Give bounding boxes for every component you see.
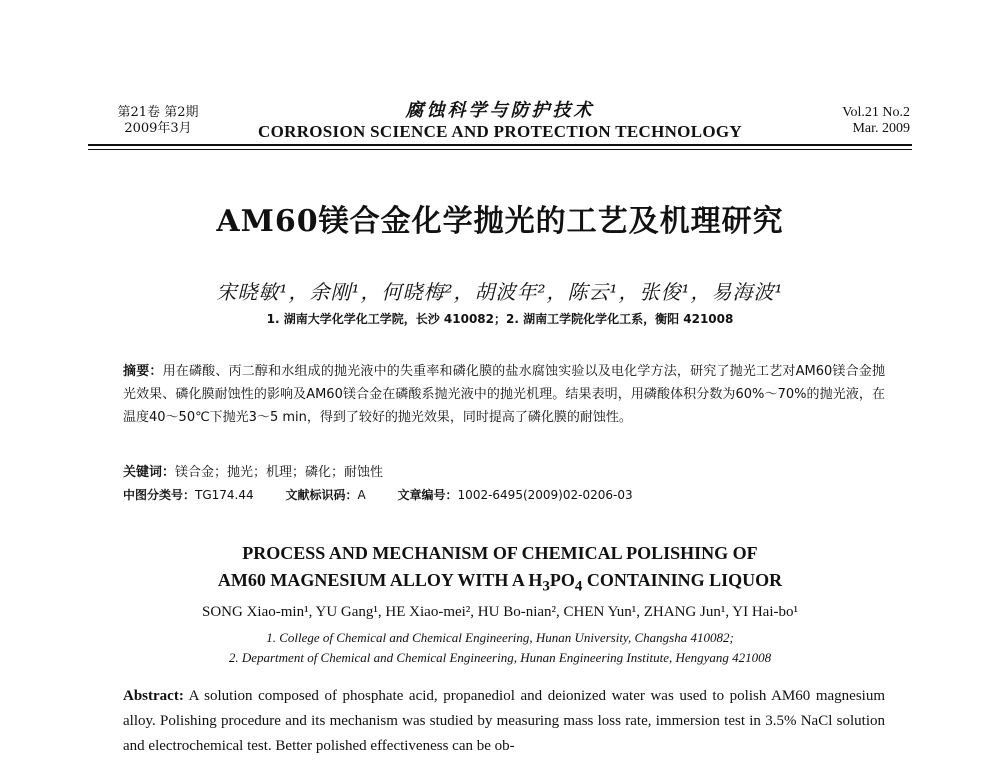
keywords-cn — [123, 461, 885, 480]
header-rule-thick — [88, 144, 912, 146]
journal-name-en: CORROSION SCIENCE AND PROTECTION TECHNOLOGY — [258, 122, 742, 141]
abstract-en-text: A solution composed of phosphate acid, propanediol and deionized water was used to polish AM60 magnesium alloy. Polishing procedure and its mechanism was studied by measuring mass loss rate, immersion test in 3.5% NaCl solution and electrochemical test. Better polished effectiveness can be ob- — [123, 688, 885, 754]
classification-line — [123, 486, 885, 503]
volume-en: Vol.21 No.2 — [842, 105, 910, 120]
abstract-en-label: Abstract: — [123, 688, 184, 704]
document-code: 文献标识码：A — [285, 488, 366, 502]
date-cn: 2009年3月 — [124, 121, 192, 136]
affiliation-en-1: 1. College of Chemical and Chemical Engineering, Hunan University, Changsha 410082; — [266, 630, 734, 645]
keywords-cn-label: 关键词： — [123, 465, 176, 480]
title-en-line1: PROCESS AND MECHANISM OF CHEMICAL POLISHING OF — [242, 543, 758, 563]
abstract-cn — [123, 360, 885, 429]
authors-cn: 宋晓敏¹，余刚¹，何晓梅²，胡波年²，陈云¹，张俊¹，易海波¹ — [216, 280, 784, 304]
paper-title-cn: AM60镁合金化学抛光的工艺及机理研究 — [216, 204, 784, 239]
abstract-cn-text: 用在磷酸、丙二醇和水组成的抛光液中的失重率和磷化膜的盐水腐蚀实验以及电化学方法，研究了抛光工艺对AM60镁合金抛光效果、磷化膜耐蚀性的影响及AM60镁合金在磷酸系抛光液中的抛光机理。结果表明，用磷酸体积分数为60%～70%的抛光液，在温度40～50℃下抛光3～5 min，得到了较好的抛光效果，同时提高了磷化膜的耐蚀性。 — [123, 364, 885, 425]
affiliations-en — [0, 628, 1000, 668]
header-issue-en — [790, 105, 910, 137]
affiliation-en-2: 2. Department of Chemical and Chemical Engineering, Hunan Engineering Institute, Hengyang 421008 — [228, 650, 772, 665]
article-number: 文章编号：1002-6495(2009)02-0206-03 — [397, 488, 633, 502]
date-en: Mar. 2009 — [852, 121, 910, 136]
affiliations-cn: 1. 湖南大学化学化工学院，长沙 410082；2. 湖南工学院化学化工系，衡阳 421008 — [266, 312, 734, 326]
journal-name — [240, 100, 760, 142]
header-rule-thin — [88, 149, 912, 150]
title-en-line2: AM60 MAGNESIUM ALLOY WITH A $H_3PO_4$ CONTAINING LIQUOR — [217, 570, 783, 595]
authors-en: SONG Xiao-min¹, YU Gang¹, HE Xiao-mei², HU Bo-nian², CHEN Yun¹, ZHANG Jun¹, YI Hai-bo¹ — [202, 604, 798, 620]
journal-name-cn: 腐蚀科学与防护技术 — [405, 100, 595, 121]
volume-cn: 第21卷 第2期 — [117, 105, 199, 120]
keywords-cn-text: 镁合金；抛光；机理；磷化；耐蚀性 — [175, 465, 384, 480]
header-issue-cn — [88, 105, 228, 137]
abstract-cn-label: 摘要： — [123, 364, 163, 379]
clc-number: 中图分类号：TG174.44 — [123, 488, 254, 502]
abstract-en — [123, 684, 885, 759]
paper-title-en — [0, 540, 1000, 601]
